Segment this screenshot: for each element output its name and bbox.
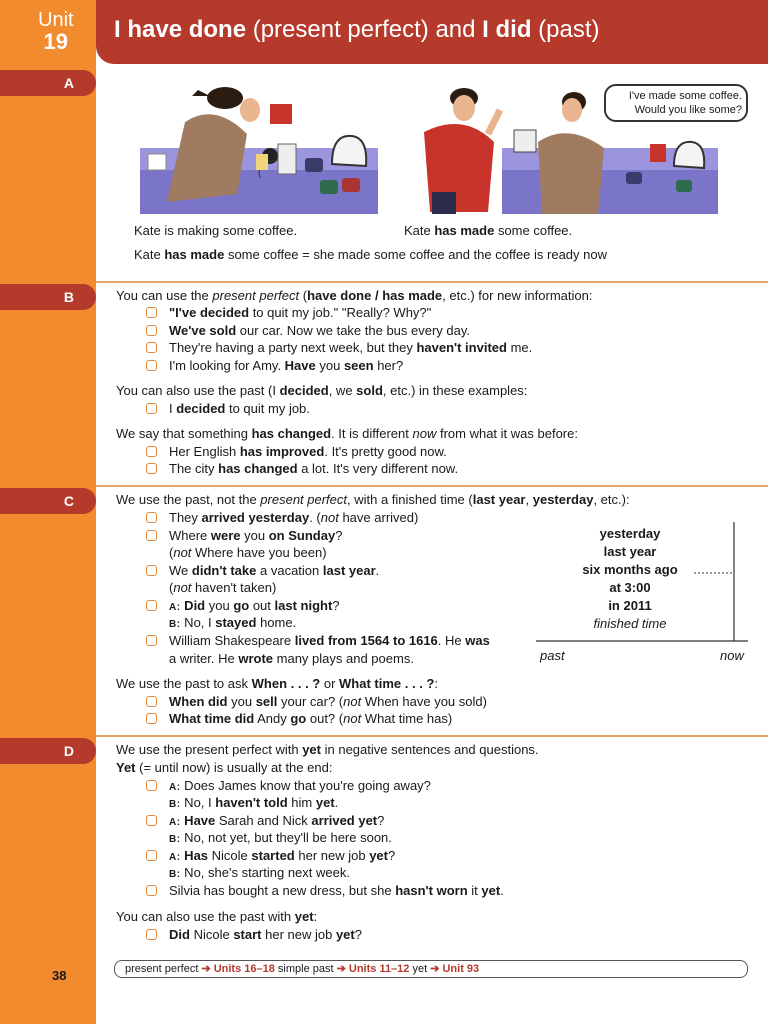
bullet-icon bbox=[146, 815, 157, 826]
bullet-icon bbox=[146, 403, 157, 414]
unit-label: Unit bbox=[38, 9, 74, 31]
b-changed: We say that something has changed. It is different now from what it was before: bbox=[116, 426, 578, 441]
timeline-word: six months ago bbox=[582, 562, 678, 577]
xref-label: present perfect bbox=[125, 963, 202, 975]
d-yet: Yet (= until now) is usually at the end: bbox=[116, 760, 333, 775]
timeline-word: at 3:00 bbox=[609, 580, 651, 595]
d-example-5: Did Nicole start her new job yet? bbox=[169, 927, 362, 942]
d-example-4: Silvia has bought a new dress, but she hasn't worn it yet. bbox=[169, 883, 504, 898]
timeline-word: in 2011 bbox=[608, 598, 652, 613]
bubble-line-1: I've made some coffee. bbox=[628, 90, 742, 102]
page-title: I have done (present perfect) and I did (past) bbox=[114, 16, 600, 43]
bullet-icon bbox=[146, 635, 157, 646]
xref-label: yet bbox=[409, 963, 431, 975]
section-a-tab: A bbox=[0, 70, 96, 96]
c-example-2: Where were you on Sunday? bbox=[169, 528, 343, 543]
bullet-icon bbox=[146, 600, 157, 611]
bullet-icon bbox=[146, 446, 157, 457]
b-example-7: The city has changed a lot. It's very different now. bbox=[169, 461, 459, 476]
b-example-4: I'm looking for Amy. Have you seen her? bbox=[169, 358, 404, 373]
xref-link[interactable]: ➔ Units 11–12 bbox=[336, 963, 410, 975]
bullet-icon bbox=[146, 325, 157, 336]
caption-left: Kate is making some coffee. bbox=[134, 223, 298, 238]
bullet-icon bbox=[146, 342, 157, 353]
section-d-tab: D bbox=[0, 738, 96, 764]
b-example-3: They're having a party next week, but they haven't invited me. bbox=[169, 340, 533, 355]
bullet-icon bbox=[146, 929, 157, 940]
d-example-2b: B: No, not yet, but they'll be here soon. bbox=[169, 830, 392, 845]
bullet-icon bbox=[146, 780, 157, 791]
bullet-icon bbox=[146, 360, 157, 371]
b-intro: You can use the present perfect (have done / has made, etc.) for new information: bbox=[116, 288, 593, 303]
c-example-2-note: (not Where have you been) bbox=[169, 545, 327, 560]
d-intro: We use the present perfect with yet in negative sentences and questions. bbox=[116, 742, 539, 757]
d-also: You can also use the past with yet: bbox=[116, 909, 318, 924]
section-divider bbox=[96, 735, 768, 737]
timeline-diagram bbox=[536, 520, 748, 646]
b-example-2: We've sold our car. Now we take the bus every day. bbox=[169, 323, 471, 338]
timeline-word: yesterday bbox=[599, 526, 661, 541]
cross-reference-box bbox=[114, 960, 748, 978]
section-c-tab: C bbox=[0, 488, 96, 514]
c-example-3: We didn't take a vacation last year. bbox=[169, 563, 380, 578]
d-example-1b: B: No, I haven't told him yet. bbox=[169, 795, 339, 810]
bullet-icon bbox=[146, 530, 157, 541]
c-example-5: William Shakespeare lived from 1564 to 1616. He was bbox=[169, 633, 490, 648]
d-example-2a: A: Have Sarah and Nick arrived yet? bbox=[169, 813, 385, 828]
illustration-kate-making-coffee bbox=[140, 82, 378, 214]
summary-line: Kate has made some coffee = she made some coffee and the coffee is ready now bbox=[134, 247, 607, 262]
c-example-4b: B: No, I stayed home. bbox=[169, 615, 297, 630]
d-example-3a: A: Has Nicole started her new job yet? bbox=[169, 848, 396, 863]
timeline-caption: finished time bbox=[593, 616, 667, 631]
bubble-line-2: Would you like some? bbox=[634, 104, 742, 116]
b-example-6: Her English has improved. It's pretty good now. bbox=[169, 444, 447, 459]
speech-bubble bbox=[604, 84, 748, 122]
title-banner bbox=[96, 0, 768, 64]
timeline-word: last year bbox=[603, 544, 657, 559]
bullet-icon bbox=[146, 307, 157, 318]
bullet-icon bbox=[146, 565, 157, 576]
b-also: You can also use the past (I decided, we sold, etc.) in these examples: bbox=[116, 383, 528, 398]
section-divider bbox=[96, 281, 768, 283]
caption-right: Kate has made some coffee. bbox=[404, 223, 573, 238]
unit-badge bbox=[38, 10, 74, 53]
bullet-icon bbox=[146, 713, 157, 724]
c-when: We use the past to ask When . . . ? or What time . . . ?: bbox=[116, 676, 438, 691]
timeline-now-label: now bbox=[720, 648, 744, 663]
bullet-icon bbox=[146, 512, 157, 523]
c-example-1: They arrived yesterday. (not have arrived) bbox=[169, 510, 419, 525]
c-example-5-cont: a writer. He wrote many plays and poems. bbox=[169, 651, 414, 666]
bullet-icon bbox=[146, 463, 157, 474]
bullet-icon bbox=[146, 850, 157, 861]
bullet-icon bbox=[146, 885, 157, 896]
xref-link[interactable]: ➔ Units 16–18 bbox=[201, 963, 275, 975]
c-intro: We use the past, not the present perfect, with a finished time (last year, yesterday, etc.): bbox=[116, 492, 630, 507]
unit-number: 19 bbox=[43, 29, 69, 54]
d-example-1a: A: Does James know that you're going away? bbox=[169, 778, 431, 793]
d-example-3b: B: No, she's starting next week. bbox=[169, 865, 350, 880]
c-example-3-note: (not haven't taken) bbox=[169, 580, 277, 595]
b-example-5: I decided to quit my job. bbox=[169, 401, 310, 416]
c-example-4a: A: Did you go out last night? bbox=[169, 598, 340, 613]
section-b-tab: B bbox=[0, 284, 96, 310]
c-example-7: What time did Andy go out? (not What time has) bbox=[169, 711, 453, 726]
xref-label: simple past bbox=[274, 963, 337, 975]
bullet-icon bbox=[146, 696, 157, 707]
c-example-6: When did you sell your car? (not When have you sold) bbox=[169, 694, 487, 709]
b-example-1: "I've decided to quit my job." "Really? Why?" bbox=[169, 305, 432, 320]
xref-link[interactable]: ➔ Unit 93 bbox=[430, 963, 480, 975]
timeline-past-label: past bbox=[540, 648, 565, 663]
section-divider bbox=[96, 485, 768, 487]
page-number: 38 bbox=[52, 968, 67, 983]
